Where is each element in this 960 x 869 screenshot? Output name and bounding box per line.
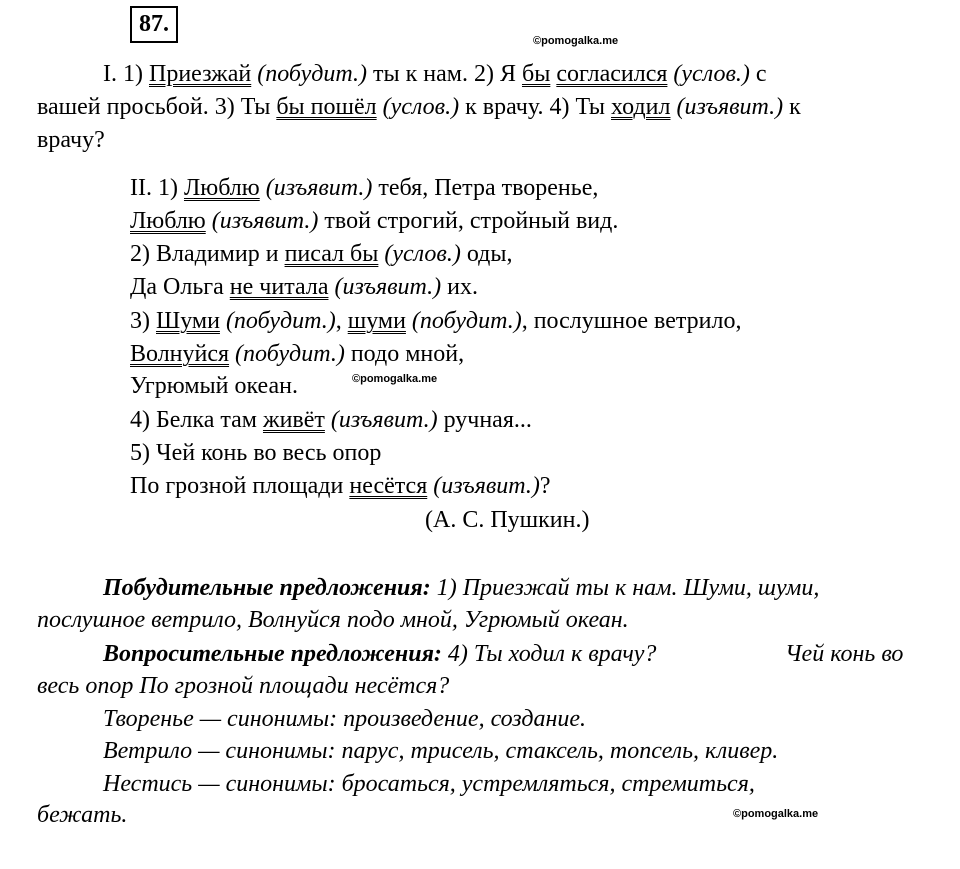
watermark-top: ©pomogalka.me [533, 35, 619, 47]
verb-nesetsya: несётся [349, 473, 428, 499]
verb-pisal-by: писал бы [284, 241, 379, 267]
part2-line2: Люблю (изъявит.) твой строгий, стройный вид. [130, 208, 619, 234]
verb-ne-chitala: не читала [229, 274, 329, 300]
verb-lyublyu-2: Люблю [130, 208, 206, 234]
exercise-number: 87. [130, 6, 178, 43]
author: (А. С. Пушкин.) [425, 507, 590, 533]
part2-line3: 2) Владимир и писал бы (услов.) оды, [130, 241, 513, 267]
part2-line1: II. 1) Люблю (изъявит.) тебя, Петра творенье, [130, 175, 599, 201]
part2-line8: 4) Белка там живёт (изъявит.) ручная... [130, 407, 532, 433]
imperative-line2: послушное ветрило, Волнуйся подо мной, Угрюмый океан. [37, 607, 629, 633]
synonyms-vetrilo: Ветрило — синонимы: парус, трисель, стаксель, топсель, кливер. [103, 738, 779, 764]
watermark-middle: ©pomogalka.me [352, 373, 438, 385]
watermark-bottom: ©pomogalka.me [733, 808, 819, 820]
part2-line9: 5) Чей конь во весь опор [130, 440, 382, 466]
part1-line1: I. 1) Приезжай (побудит.) ты к нам. 2) Я бы согласился (услов.) с [103, 61, 767, 87]
part2-line6: Волнуйся (побудит.) подо мной, [130, 341, 465, 367]
question-line2: весь опор По грозной площади несётся? [37, 673, 450, 699]
part2-line7: Угрюмый океан. [130, 373, 298, 399]
verb-soglasilsya: согласился [556, 61, 668, 87]
verb-lyublyu-1: Люблю [183, 175, 260, 201]
synonyms-tvorenye: Творенье — синонимы: произведение, создание. [103, 706, 587, 732]
question-line1-tail: Чей конь во [785, 641, 904, 667]
particle-by: бы [521, 61, 551, 87]
question-line1: Вопросительные предложения: 4) Ты ходил к врачу? [103, 641, 657, 667]
question-label: Вопросительные предложения: [103, 641, 442, 667]
part2-line10: По грозной площади несётся (изъявит.)? [130, 473, 551, 499]
part1-line2: вашей просьбой. 3) Ты бы пошёл (услов.) к врачу. 4) Ты ходил (изъявит.) к [37, 94, 801, 120]
imperative-label: Побудительные предложения: [103, 575, 431, 601]
part2-line4: Да Ольга не читала (изъявит.) их. [130, 274, 478, 300]
verb-priezzhay: Приезжай [148, 61, 252, 87]
verb-by-poshel: бы пошёл [276, 94, 377, 120]
verb-khodil: ходил [611, 94, 671, 120]
synonyms-nestis-cont: бежать. [37, 802, 128, 828]
verb-shumi-2: шуми [347, 308, 406, 334]
synonyms-nestis: Нестись — синонимы: бросаться, устремляться, стремиться, [103, 771, 755, 797]
verb-zhivet: живёт [262, 407, 325, 433]
verb-shumi-1: Шуми [156, 308, 220, 334]
verb-volnuysya: Волнуйся [130, 341, 230, 367]
part2-line5: 3) Шуми (побудит.), шуми (побудит.), послушное ветрило, [130, 308, 742, 334]
part1-line3: врачу? [37, 127, 105, 153]
imperative-line1: Побудительные предложения: 1) Приезжай ты к нам. Шуми, шуми, [103, 575, 820, 601]
